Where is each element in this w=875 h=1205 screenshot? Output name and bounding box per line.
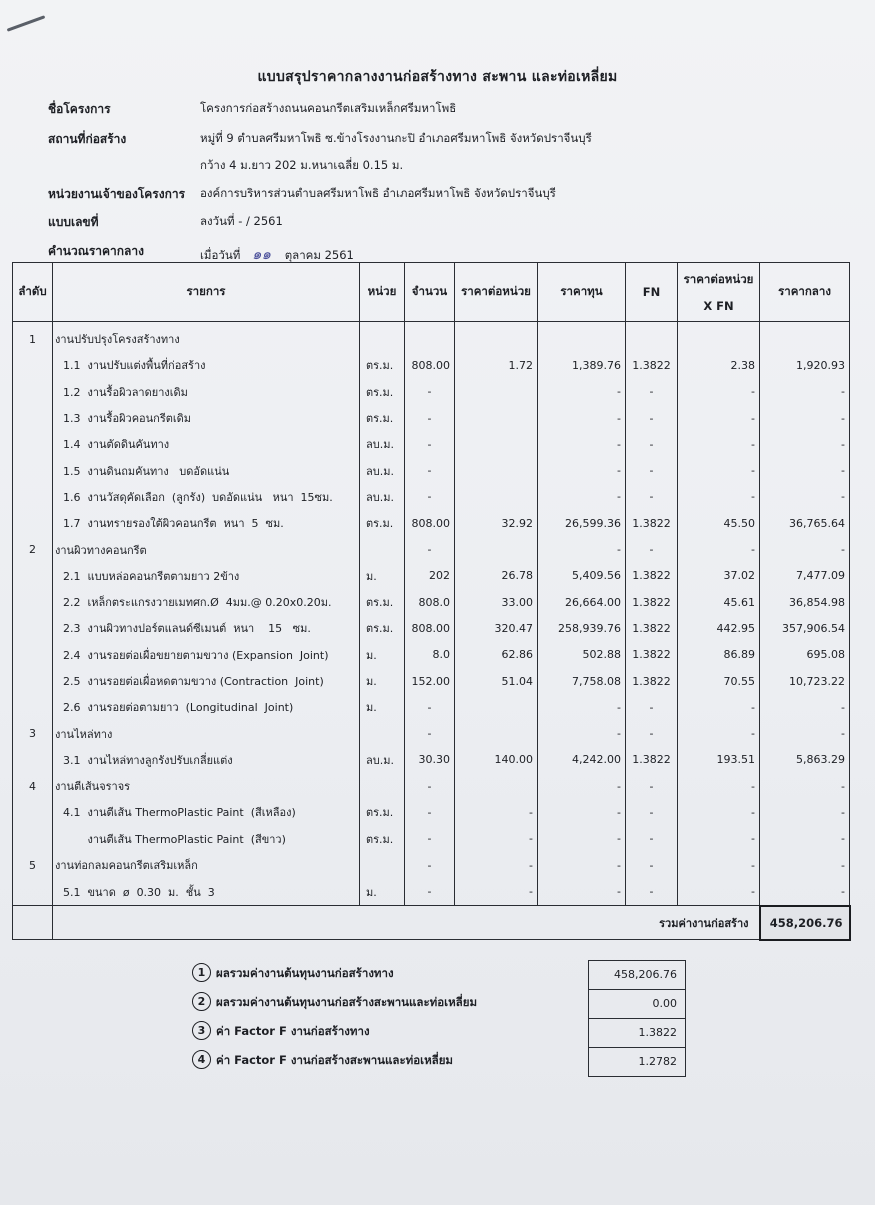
table-row xyxy=(13,589,850,615)
summary-value: 1.2782 xyxy=(638,1055,677,1068)
row-median: - xyxy=(760,773,850,799)
row-cost: - xyxy=(538,720,626,746)
row-fn: - xyxy=(626,379,678,405)
table-body xyxy=(13,322,850,906)
summary-number-circle: 4 xyxy=(192,1050,211,1069)
col-header-unit: หน่วย xyxy=(360,263,405,322)
row-unit-fn: - xyxy=(678,484,760,510)
summary-row xyxy=(192,1018,692,1047)
row-fn: 1.3822 xyxy=(626,510,678,536)
col-header-unit-fn-line1: ราคาต่อหน่วย xyxy=(683,272,754,286)
row-unit-fn: 2.38 xyxy=(678,352,760,378)
row-cost: - xyxy=(538,431,626,457)
col-header-unit-fn-line2: X FN xyxy=(703,299,734,313)
row-no xyxy=(13,457,53,483)
row-qty: - xyxy=(405,536,455,562)
row-no xyxy=(13,668,53,694)
row-item: 2.4 งานรอยต่อเผื่อขยายตามขวาง (Expansion Joint) xyxy=(53,642,360,668)
row-unit-price xyxy=(455,457,538,483)
row-unit-price: 62.86 xyxy=(455,642,538,668)
row-unit-fn: - xyxy=(678,457,760,483)
row-median: 10,723.22 xyxy=(760,668,850,694)
plan-value: ลงวันที่ - / 2561 xyxy=(200,214,283,228)
row-item: งานไหล่ทาง xyxy=(53,720,360,746)
summary-value-box xyxy=(588,1018,686,1047)
row-fn: - xyxy=(626,878,678,905)
row-item: งานตีเส้น ThermoPlastic Paint (สีขาว) xyxy=(53,826,360,852)
row-qty xyxy=(405,322,455,353)
row-median xyxy=(760,322,850,353)
row-no xyxy=(13,431,53,457)
row-fn: 1.3822 xyxy=(626,642,678,668)
row-qty: - xyxy=(405,720,455,746)
row-unit: ตร.ม. xyxy=(360,405,405,431)
row-median: - xyxy=(760,536,850,562)
table-row xyxy=(13,322,850,353)
table-row xyxy=(13,405,850,431)
row-median: 357,906.54 xyxy=(760,615,850,641)
row-fn: 1.3822 xyxy=(626,668,678,694)
dimensions-value: กว้าง 4 ม.ยาว 202 ม.หนาเฉลี่ย 0.15 ม. xyxy=(200,158,404,172)
calc-label: คำนวณราคากลาง xyxy=(48,244,145,258)
row-unit-price xyxy=(455,694,538,720)
row-unit-fn: 45.50 xyxy=(678,510,760,536)
summary-block xyxy=(192,960,692,1076)
row-qty: - xyxy=(405,878,455,905)
handwritten-day: ๑๑ xyxy=(251,245,272,263)
row-cost: 5,409.56 xyxy=(538,563,626,589)
row-fn: - xyxy=(626,457,678,483)
row-median: - xyxy=(760,379,850,405)
row-unit-fn: - xyxy=(678,878,760,905)
row-unit: ลบ.ม. xyxy=(360,747,405,773)
row-qty: - xyxy=(405,852,455,878)
row-no xyxy=(13,642,53,668)
row-qty: - xyxy=(405,431,455,457)
col-header-unit-price: ราคาต่อหน่วย xyxy=(455,263,538,322)
row-unit: ลบ.ม. xyxy=(360,484,405,510)
row-unit-price xyxy=(455,322,538,353)
row-median: 36,765.64 xyxy=(760,510,850,536)
row-cost: - xyxy=(538,878,626,905)
document-title: แบบสรุปราคากลางงานก่อสร้างทาง สะพาน และท่อเหลี่ยม xyxy=(257,69,618,85)
row-no xyxy=(13,510,53,536)
row-no: 2 xyxy=(13,536,53,562)
row-item: 3.1 งานไหล่ทางลูกรังปรับเกลี่ยแต่ง xyxy=(53,747,360,773)
row-unit xyxy=(360,536,405,562)
row-unit-price: 51.04 xyxy=(455,668,538,694)
row-unit: ตร.ม. xyxy=(360,615,405,641)
row-no xyxy=(13,615,53,641)
row-item: 1.4 งานตัดดินคันทาง xyxy=(53,431,360,457)
row-unit-fn: - xyxy=(678,536,760,562)
col-header-fn: FN xyxy=(626,263,678,322)
summary-label: ค่า Factor F งานก่อสร้างทาง xyxy=(216,1024,370,1038)
row-item: 1.3 งานรื้อผิวคอนกรีตเดิม xyxy=(53,405,360,431)
row-unit-fn: - xyxy=(678,773,760,799)
row-median: - xyxy=(760,720,850,746)
row-unit: ลบ.ม. xyxy=(360,431,405,457)
cost-table xyxy=(12,262,851,941)
row-unit-fn: - xyxy=(678,379,760,405)
row-unit-price xyxy=(455,536,538,562)
row-unit: ลบ.ม. xyxy=(360,457,405,483)
row-no xyxy=(13,405,53,431)
row-no xyxy=(13,379,53,405)
row-no xyxy=(13,799,53,825)
summary-row xyxy=(192,960,692,989)
calc-month-year: ตุลาคม 2561 xyxy=(284,248,354,262)
row-fn: - xyxy=(626,773,678,799)
row-unit-price xyxy=(455,720,538,746)
row-cost: - xyxy=(538,799,626,825)
row-fn: 1.3822 xyxy=(626,615,678,641)
row-unit-fn: 70.55 xyxy=(678,668,760,694)
table-row xyxy=(13,563,850,589)
row-unit: ตร.ม. xyxy=(360,589,405,615)
row-no xyxy=(13,589,53,615)
summary-value-box xyxy=(588,989,686,1018)
summary-value: 1.3822 xyxy=(638,1026,677,1039)
row-unit-fn: - xyxy=(678,826,760,852)
row-unit xyxy=(360,773,405,799)
row-unit-price: 320.47 xyxy=(455,615,538,641)
row-no xyxy=(13,826,53,852)
row-median: - xyxy=(760,694,850,720)
row-no: 1 xyxy=(13,322,53,353)
row-unit-price xyxy=(455,773,538,799)
location-label: สถานที่ก่อสร้าง xyxy=(48,132,127,146)
project-value: โครงการก่อสร้างถนนคอนกรีตเสริมเหล็กศรีมหาโพธิ xyxy=(200,101,457,115)
row-unit-price: - xyxy=(455,878,538,905)
owner-label: หน่วยงานเจ้าของโครงการ xyxy=(48,187,186,201)
location-value: หมู่ที่ 9 ตำบลศรีมหาโพธิ ซ.ข้างโรงงานกะปิ อำเภอศรีมหาโพธิ จังหวัดปราจีนบุรี xyxy=(200,131,592,145)
summary-value: 458,206.76 xyxy=(614,968,677,981)
table-row xyxy=(13,720,850,746)
row-qty: 808.00 xyxy=(405,615,455,641)
row-fn: - xyxy=(626,536,678,562)
table-row xyxy=(13,747,850,773)
col-header-cost: ราคาทุน xyxy=(538,263,626,322)
row-unit-price: 26.78 xyxy=(455,563,538,589)
row-no xyxy=(13,484,53,510)
summary-label: ค่า Factor F งานก่อสร้างสะพานและท่อเหลี่ยม xyxy=(216,1053,454,1067)
row-median: - xyxy=(760,852,850,878)
row-item: 2.2 เหล็กตระแกรงวายเมทศก.Ø 4มม.@ 0.20x0.20ม. xyxy=(53,589,360,615)
row-unit xyxy=(360,720,405,746)
row-unit-price: - xyxy=(455,852,538,878)
row-unit-price: - xyxy=(455,799,538,825)
summary-number-circle: 3 xyxy=(192,1021,211,1040)
row-cost: 1,389.76 xyxy=(538,352,626,378)
row-qty: 202 xyxy=(405,563,455,589)
summary-value-box xyxy=(588,960,686,989)
row-qty: 8.0 xyxy=(405,642,455,668)
row-unit: ตร.ม. xyxy=(360,510,405,536)
row-unit-fn: 37.02 xyxy=(678,563,760,589)
table-row xyxy=(13,852,850,878)
table-row xyxy=(13,878,850,905)
row-item: 4.1 งานตีเส้น ThermoPlastic Paint (สีเหลือง) xyxy=(53,799,360,825)
col-header-median: ราคากลาง xyxy=(760,263,850,322)
row-cost: 502.88 xyxy=(538,642,626,668)
row-item: 2.5 งานรอยต่อเผื่อหดตามขวาง (Contraction Joint) xyxy=(53,668,360,694)
row-qty: 30.30 xyxy=(405,747,455,773)
row-no xyxy=(13,352,53,378)
table-row xyxy=(13,773,850,799)
row-fn: 1.3822 xyxy=(626,563,678,589)
row-median: - xyxy=(760,799,850,825)
row-unit-fn: 193.51 xyxy=(678,747,760,773)
table-row xyxy=(13,457,850,483)
row-fn: - xyxy=(626,431,678,457)
row-item: งานผิวทางคอนกรีต xyxy=(53,536,360,562)
summary-number-circle: 2 xyxy=(192,992,211,1011)
row-item: งานปรับปรุงโครงสร้างทาง xyxy=(53,322,360,353)
row-fn xyxy=(626,322,678,353)
row-cost: 258,939.76 xyxy=(538,615,626,641)
row-cost: - xyxy=(538,694,626,720)
row-fn: 1.3822 xyxy=(626,352,678,378)
row-median: - xyxy=(760,431,850,457)
summary-label: ผลรวมค่างานต้นทุนงานก่อสร้างสะพานและท่อเหลี่ยม xyxy=(216,995,478,1009)
table-row xyxy=(13,615,850,641)
row-median: - xyxy=(760,826,850,852)
row-unit-fn: 442.95 xyxy=(678,615,760,641)
row-qty: 808.0 xyxy=(405,589,455,615)
row-unit-price: 1.72 xyxy=(455,352,538,378)
calc-prefix: เมื่อวันที่ xyxy=(200,248,241,262)
table-row xyxy=(13,668,850,694)
row-median: 7,477.09 xyxy=(760,563,850,589)
table-header-row xyxy=(13,263,850,322)
row-cost: - xyxy=(538,379,626,405)
row-cost: 7,758.08 xyxy=(538,668,626,694)
table-row xyxy=(13,642,850,668)
row-unit-price xyxy=(455,431,538,457)
row-no: 5 xyxy=(13,852,53,878)
table-row xyxy=(13,799,850,825)
row-unit-fn: 86.89 xyxy=(678,642,760,668)
row-qty: - xyxy=(405,457,455,483)
row-cost: 4,242.00 xyxy=(538,747,626,773)
row-fn: - xyxy=(626,484,678,510)
row-unit: ม. xyxy=(360,694,405,720)
row-fn: - xyxy=(626,694,678,720)
row-unit: ม. xyxy=(360,642,405,668)
row-item: 2.1 แบบหล่อคอนกรีตตามยาว 2ข้าง xyxy=(53,563,360,589)
pen-mark xyxy=(7,15,46,31)
row-qty: 152.00 xyxy=(405,668,455,694)
row-item: 2.3 งานผิวทางปอร์ตแลนด์ซีเมนต์ หนา 15 ซม. xyxy=(53,615,360,641)
row-cost: - xyxy=(538,852,626,878)
plan-label: แบบเลขที่ xyxy=(48,215,99,229)
row-no xyxy=(13,747,53,773)
row-unit-fn: - xyxy=(678,431,760,457)
table-row xyxy=(13,379,850,405)
row-unit-price: 32.92 xyxy=(455,510,538,536)
row-unit: ตร.ม. xyxy=(360,799,405,825)
row-unit xyxy=(360,322,405,353)
col-header-item: รายการ xyxy=(53,263,360,322)
row-cost: - xyxy=(538,826,626,852)
row-qty: - xyxy=(405,773,455,799)
row-unit-fn: - xyxy=(678,799,760,825)
row-unit: ตร.ม. xyxy=(360,352,405,378)
total-label: รวมค่างานก่อสร้าง xyxy=(53,906,760,940)
table-row xyxy=(13,694,850,720)
row-unit: ตร.ม. xyxy=(360,826,405,852)
row-median: - xyxy=(760,405,850,431)
row-cost: - xyxy=(538,773,626,799)
row-unit-fn: - xyxy=(678,694,760,720)
row-item: 5.1 ขนาด ø 0.30 ม. ชั้น 3 xyxy=(53,878,360,905)
summary-label: ผลรวมค่างานต้นทุนงานก่อสร้างทาง xyxy=(216,966,394,980)
row-fn: - xyxy=(626,852,678,878)
row-median: - xyxy=(760,484,850,510)
row-cost: - xyxy=(538,405,626,431)
table-row xyxy=(13,352,850,378)
row-cost: - xyxy=(538,484,626,510)
row-unit-price xyxy=(455,484,538,510)
row-no xyxy=(13,563,53,589)
row-qty: 808.00 xyxy=(405,510,455,536)
row-no: 4 xyxy=(13,773,53,799)
table-row xyxy=(13,536,850,562)
row-unit-fn xyxy=(678,322,760,353)
summary-value-box xyxy=(588,1047,686,1077)
row-no xyxy=(13,694,53,720)
row-fn: - xyxy=(626,799,678,825)
row-unit xyxy=(360,852,405,878)
row-unit-price: 33.00 xyxy=(455,589,538,615)
summary-row xyxy=(192,989,692,1018)
row-item: งานท่อกลมคอนกรีตเสริมเหล็ก xyxy=(53,852,360,878)
table-row xyxy=(13,431,850,457)
row-unit-price xyxy=(455,379,538,405)
row-item: 1.7 งานทรายรองใต้ผิวคอนกรีต หนา 5 ซม. xyxy=(53,510,360,536)
row-fn: - xyxy=(626,826,678,852)
table-row xyxy=(13,484,850,510)
row-qty: - xyxy=(405,799,455,825)
row-cost: 26,599.36 xyxy=(538,510,626,536)
row-cost: - xyxy=(538,457,626,483)
total-row xyxy=(13,906,850,940)
row-median: 695.08 xyxy=(760,642,850,668)
row-item: งานตีเส้นจราจร xyxy=(53,773,360,799)
row-qty: - xyxy=(405,826,455,852)
row-fn: - xyxy=(626,720,678,746)
row-qty: - xyxy=(405,379,455,405)
row-qty: - xyxy=(405,484,455,510)
row-item: 2.6 งานรอยต่อตามยาว (Longitudinal Joint) xyxy=(53,694,360,720)
col-header-unit-fn xyxy=(678,263,760,322)
row-cost: - xyxy=(538,536,626,562)
row-item: 1.6 งานวัสดุคัดเลือก (ลูกรัง) บดอัดแน่น หนา 15ซม. xyxy=(53,484,360,510)
row-median: 36,854.98 xyxy=(760,589,850,615)
summary-number-circle: 1 xyxy=(192,963,211,982)
row-cost: 26,664.00 xyxy=(538,589,626,615)
col-header-no: ลำดับ xyxy=(13,263,53,322)
row-fn: 1.3822 xyxy=(626,747,678,773)
row-item: 1.5 งานดินถมคันทาง บดอัดแน่น xyxy=(53,457,360,483)
row-cost xyxy=(538,322,626,353)
row-no xyxy=(13,878,53,905)
row-unit-price xyxy=(455,405,538,431)
row-median: 5,863.29 xyxy=(760,747,850,773)
row-no: 3 xyxy=(13,720,53,746)
row-item: 1.1 งานปรับแต่งพื้นที่ก่อสร้าง xyxy=(53,352,360,378)
row-unit: ตร.ม. xyxy=(360,379,405,405)
row-unit-fn: - xyxy=(678,852,760,878)
row-qty: - xyxy=(405,694,455,720)
row-item: 1.2 งานรื้อผิวลาดยางเดิม xyxy=(53,379,360,405)
col-header-qty: จำนวน xyxy=(405,263,455,322)
row-median: - xyxy=(760,457,850,483)
row-unit-fn: - xyxy=(678,405,760,431)
row-median: 1,920.93 xyxy=(760,352,850,378)
row-qty: 808.00 xyxy=(405,352,455,378)
row-median: - xyxy=(760,878,850,905)
row-fn: - xyxy=(626,405,678,431)
row-fn: 1.3822 xyxy=(626,589,678,615)
row-unit: ม. xyxy=(360,563,405,589)
row-unit-fn: - xyxy=(678,720,760,746)
row-unit: ม. xyxy=(360,878,405,905)
table-row xyxy=(13,826,850,852)
total-value: 458,206.76 xyxy=(760,906,850,940)
row-unit-fn: 45.61 xyxy=(678,589,760,615)
owner-value: องค์การบริหารส่วนตำบลศรีมหาโพธิ อำเภอศรีมหาโพธิ จังหวัดปราจีนบุรี xyxy=(200,186,556,200)
row-unit-price: - xyxy=(455,826,538,852)
summary-value: 0.00 xyxy=(652,997,677,1010)
summary-row xyxy=(192,1047,692,1076)
row-unit: ม. xyxy=(360,668,405,694)
project-label: ชื่อโครงการ xyxy=(48,102,111,116)
total-lead-cell xyxy=(13,906,53,940)
row-qty: - xyxy=(405,405,455,431)
table-row xyxy=(13,510,850,536)
row-unit-price: 140.00 xyxy=(455,747,538,773)
